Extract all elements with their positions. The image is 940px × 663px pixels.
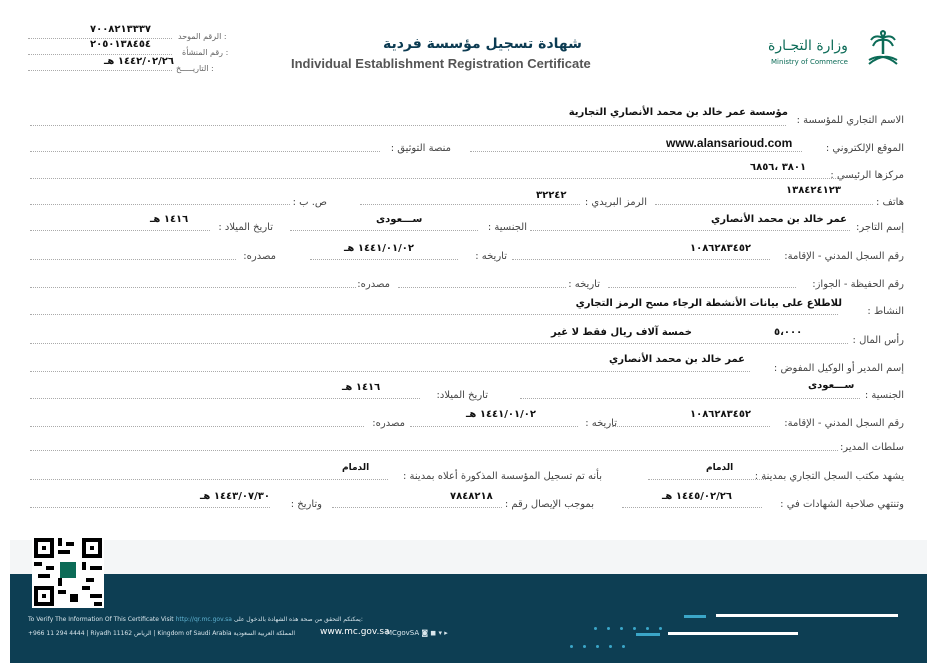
manager-birth-value: ١٤١٦ هـ [342, 382, 381, 393]
activity-value: للاطلاع على بيانات الأنشطة الرجاء مسح الرمز التجاري [575, 298, 842, 309]
footer-dash-bottom [636, 633, 660, 636]
footer-website[interactable]: www.mc.gov.sa [320, 627, 390, 637]
merchant-line [530, 230, 850, 231]
verify-line [28, 616, 363, 623]
passport-source-label: مصدره: [357, 279, 390, 290]
authorities-line [30, 450, 838, 451]
phone-line [655, 204, 873, 205]
manager-birth-line [30, 398, 420, 399]
verify-link[interactable]: http://qr.mc.gov.sa [175, 616, 232, 623]
phone-value: ١٣٨٤٢٤١٢٣ [786, 185, 841, 196]
trade-name-value: مؤسسة عمر خالد بن محمد الأنصاري التجارية [568, 107, 788, 118]
passport-date-line [398, 287, 566, 288]
id-source-line [30, 259, 236, 260]
contact-line [28, 630, 295, 637]
establishment-number: ٢٠٥٠١٣٨٤٥٤ [90, 39, 152, 50]
footer-bar-top [716, 614, 898, 617]
unified-number: ٧٠٠٨٢١٣٣٣٧ [90, 24, 152, 35]
footer-social [386, 629, 448, 637]
birth-value: ١٤١٦ هـ [150, 214, 189, 225]
passport-label: رقم الحفيظة - الجواز: [812, 279, 904, 290]
establishment-number-line [28, 54, 172, 55]
registered-line [30, 479, 388, 480]
merchant-label: إسم التاجر: [856, 222, 904, 233]
manager-id-value: ١٠٨٦٢٨٣٤٥٢ [690, 409, 752, 420]
activity-label: النشاط : [867, 306, 904, 317]
postal-label: الرمز البريدي : [584, 197, 647, 208]
receipt-value: ٧٨٤٨٢١٨ [450, 491, 493, 502]
website-line [470, 151, 802, 152]
office-city: الدمام [706, 463, 734, 473]
verify-text-en: To Verify The Information Of This Certificate Visit [28, 616, 174, 623]
footer-dots-top [594, 615, 672, 634]
pobox-label: ص. ب : [292, 197, 327, 208]
hq-value: ٣٨٠١ ،٦٨٥٦ [750, 162, 807, 173]
certificate-title-en: Individual Establishment Registration Certificate [291, 56, 591, 71]
capital-line [30, 343, 848, 344]
manager-id-source-line [30, 426, 364, 427]
hq-line [30, 178, 840, 179]
id-date-value: ١٤٤١/٠١/٠٢ هـ [344, 243, 414, 254]
header-date-line [28, 70, 172, 71]
id-value: ١٠٨٦٢٨٣٤٥٢ [690, 243, 752, 254]
social-handle: MCgovSA [386, 629, 420, 637]
birth-label: تاريخ الميلاد : [218, 222, 273, 233]
activity-line [30, 314, 838, 315]
expiry-label: وتنتهي صلاحية الشهادات في : [780, 499, 904, 510]
expiry-line [622, 507, 762, 508]
phone-label: هاتف : [875, 197, 904, 208]
nationality-value: ســـعودى [376, 214, 423, 225]
footer-shade [10, 540, 927, 574]
hq-label: مركزها الرئيسي : [830, 170, 904, 181]
footer-dash-top [684, 615, 706, 618]
id-date-line [310, 259, 458, 260]
platform-line [30, 151, 380, 152]
passport-date-label: تاريخه : [568, 279, 600, 290]
manager-birth-label: تاريخ الميلاد: [436, 390, 488, 401]
registered-label: بأنه تم تسجيل المؤسسة المذكورة أعلاه بمدينة : [403, 471, 602, 482]
website-label: الموقع الإلكتروني : [825, 143, 904, 154]
footer-bar-bottom [668, 632, 798, 635]
qr-code-icon [34, 538, 102, 606]
office-line [648, 479, 766, 480]
certificate-title-ar: شهادة تسجيل مؤسسة فردية [383, 36, 582, 52]
capital-value: ٥،٠٠٠ [774, 327, 803, 338]
birth-line [30, 230, 210, 231]
manager-line [30, 371, 750, 372]
postal-line [360, 204, 580, 205]
manager-label: إسم المدير أو الوكيل المفوض : [773, 363, 904, 374]
qr-code[interactable] [32, 536, 104, 608]
manager-nationality-line [520, 398, 860, 399]
website-value: www.alansarioud.com [666, 136, 793, 150]
unified-number-label: الرقم الموحد : [178, 32, 227, 41]
nationality-label: الجنسية : [487, 222, 527, 233]
receipt-label: بموجب الإيصال رقم : [504, 499, 594, 510]
receipt-date-line [30, 507, 270, 508]
header-meta [28, 24, 248, 78]
palm-swords-emblem-icon [863, 30, 903, 70]
receipt-date-label: وتاريخ : [290, 499, 322, 510]
ministry-logo [863, 30, 903, 70]
manager-value: عمر خالد بن محمد الأنصاري [609, 354, 745, 365]
id-line [512, 259, 770, 260]
manager-nationality-label: الجنسية : [864, 390, 904, 401]
trade-name-line [30, 125, 786, 126]
expiry-value: ١٤٤٥/٠٢/٢٦ هـ [662, 491, 732, 502]
pobox-line [30, 204, 290, 205]
manager-id-line [612, 426, 770, 427]
office-label: يشهد مكتب السجل التجاري بمدينة : [754, 471, 904, 482]
authorities-label: سلطات المدير: [839, 442, 904, 453]
nationality-line [290, 230, 478, 231]
receipt-line [332, 507, 502, 508]
contact-info: +966 11 294 4444 | Riyadh 11162 الرياض | Kingdom of Saudi Arabia المملكة العربية السعودية [28, 630, 296, 637]
header-date: ١٤٤٢/٠٢/٢٦ هـ [104, 56, 174, 67]
establishment-number-label: رقم المنشأة : [182, 48, 229, 57]
manager-id-date-line [410, 426, 578, 427]
platform-label: منصة التوثيق : [390, 143, 451, 154]
header-date-label: التاريـــــخ : [176, 64, 214, 73]
manager-id-label: رقم السجل المدني - الإقامة: [784, 418, 904, 429]
id-date-label: تاريخه : [475, 251, 507, 262]
capital-label: رأس المال : [852, 335, 904, 346]
passport-line [608, 287, 796, 288]
manager-id-source-label: مصدره: [372, 418, 405, 429]
ministry-name-ar: وزارة التجـارة [768, 38, 848, 54]
merchant-value: عمر خالد بن محمد الأنصاري [711, 214, 847, 225]
id-label: رقم السجل المدني - الإقامة: [784, 251, 904, 262]
social-icons: ◙ ◼ ▾ ▸ [421, 629, 448, 637]
manager-nationality-value: ســـعودى [808, 380, 855, 391]
registered-city: الدمام [342, 463, 370, 473]
ministry-name-en: Ministry of Commerce [771, 58, 848, 66]
capital-words: خمسة آلاف ريال فقط لا غير [550, 327, 692, 338]
manager-id-date-label: تاريخه : [585, 418, 617, 429]
id-source-label: مصدره: [243, 251, 276, 262]
manager-id-date-value: ١٤٤١/٠١/٠٢ هـ [466, 409, 536, 420]
receipt-date-value: ١٤٤٣/٠٧/٣٠ هـ [200, 491, 270, 502]
trade-name-label: الاسم التجاري للمؤسسة : [796, 115, 904, 126]
postal-value: ٣٢٢٤٢ [536, 190, 567, 201]
verify-text-ar: يمكنكم التحقق من صحة هذه الشهادة بالدخول على: [233, 616, 363, 623]
footer-dots-bottom [570, 633, 635, 652]
passport-source-line [30, 287, 356, 288]
